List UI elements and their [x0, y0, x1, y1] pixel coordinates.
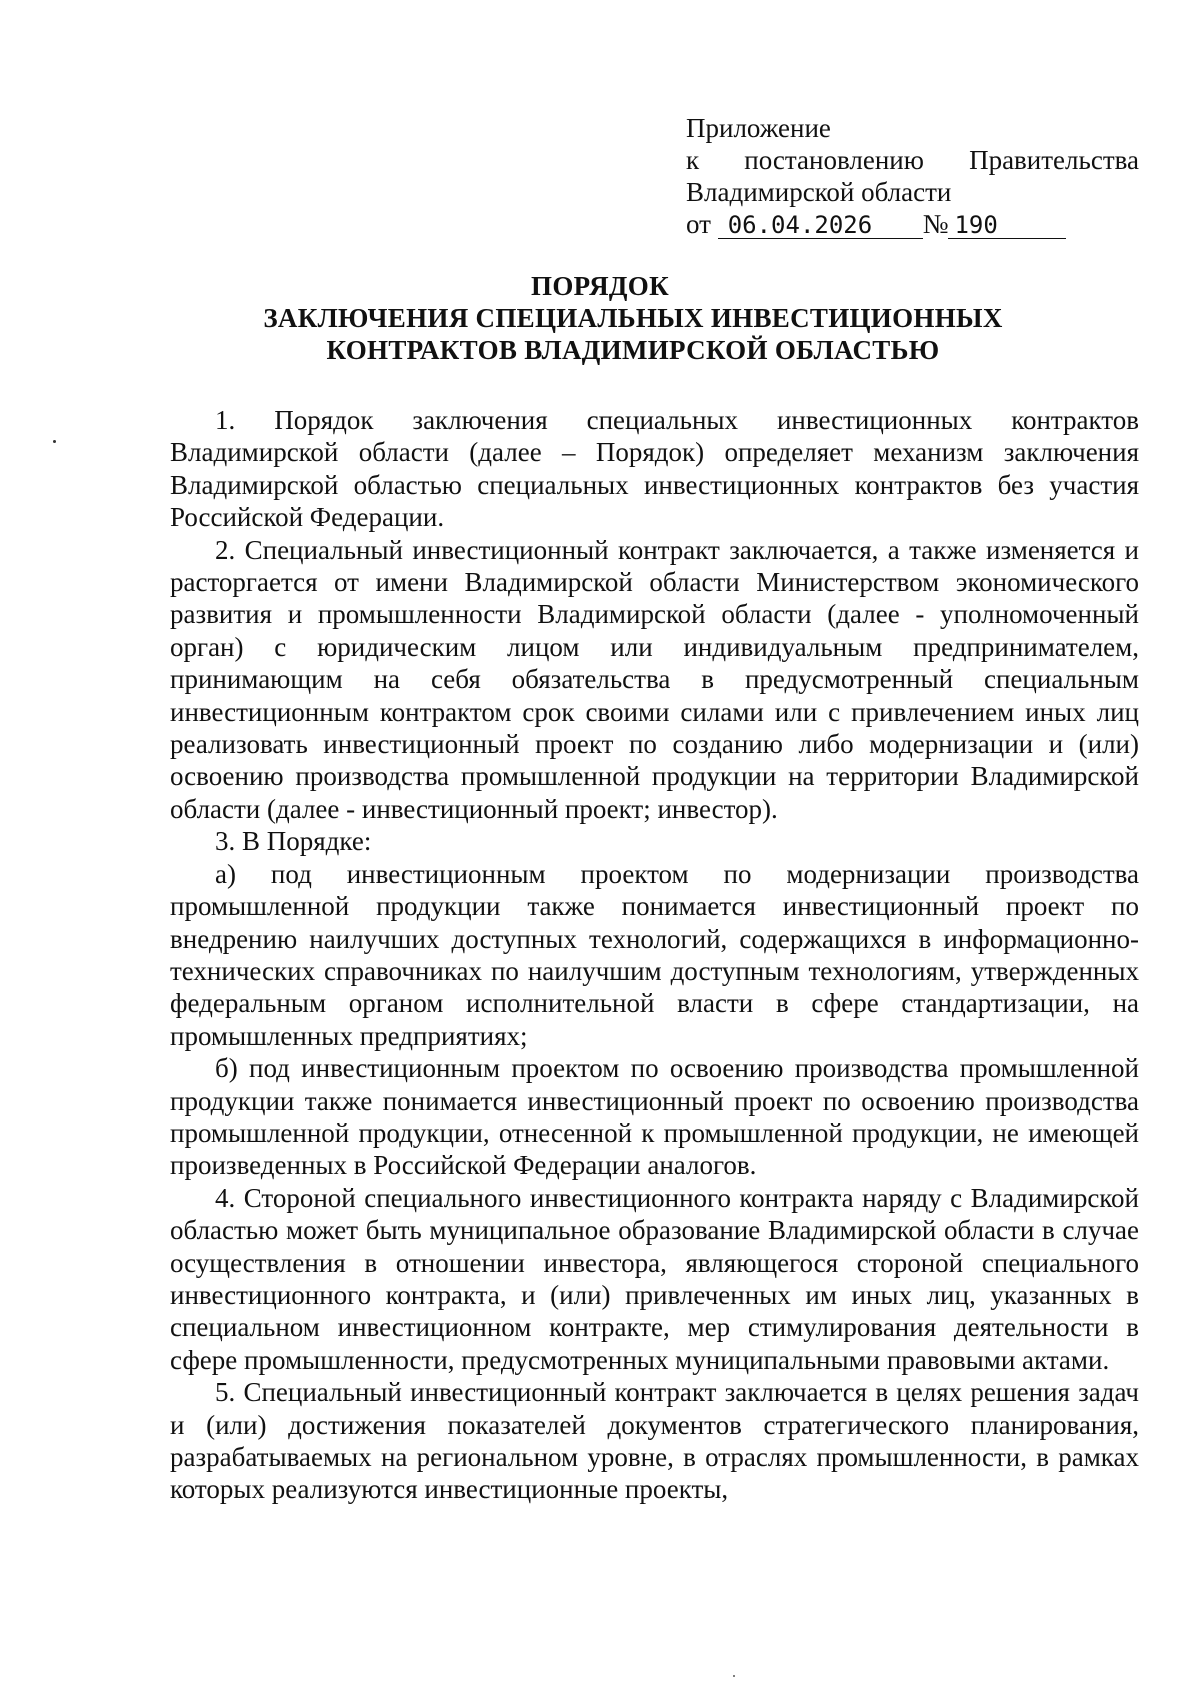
number-field: 190 [948, 212, 1066, 239]
appendix-region-line: Владимирской области [686, 177, 952, 207]
document-body [170, 404, 1139, 1506]
title-line-3: КОНТРАКТОВ ВЛАДИМИРСКОЙ ОБЛАСТЬЮ [326, 335, 940, 365]
appendix-date-line [686, 208, 1146, 240]
appendix-resolution-text: к постановлению Правительства [686, 145, 1139, 175]
paragraph-1: 1. Порядок заключения специальных инвестиционных контрактов Владимирской области (далее – Порядок) определяет механизм заключения Владимирской областью специальных инвестиционных контрактов без участия Российской Федерации. [170, 405, 1139, 533]
appendix-heading: Приложение [686, 113, 831, 143]
paragraph-3b: б) под инвестиционным проектом по освоению производства промышленной продукции также понимается инвестиционный проект по освоению производства промышленной продукции, отнесенной к промышленной продукции, не имеющей произведенных в Российской Федерации аналогов. [170, 1053, 1139, 1181]
title-line-1: ПОРЯДОК [531, 271, 669, 301]
number-prefix: № [922, 209, 949, 239]
scan-speck [53, 440, 56, 443]
document-title [0, 270, 1200, 366]
paragraph-5: 5. Специальный инвестиционный контракт заключается в целях решения задач и (или) достижения показателей документов стратегического планирования, разрабатываемых на региональном уровне, в отраслях промышленности, в рамках которых реализуются инвестиционные проекты, [170, 1377, 1139, 1505]
paragraph-3a: а) под инвестиционным проектом по модернизации производства промышленной продукции также понимается инвестиционный проект по внедрению наилучших доступных технологий, содержащихся в информационно-технических справочниках по наилучшим доступным технологиям, утвержденных федеральным органом исполнительной власти в сфере стандартизации, на промышленных предприятиях; [170, 858, 1139, 1051]
title-line-2: ЗАКЛЮЧЕНИЯ СПЕЦИАЛЬНЫХ ИНВЕСТИЦИОННЫХ [263, 303, 1003, 333]
date-prefix: от [686, 209, 711, 239]
date-field: 06.04.2026 [718, 212, 923, 239]
appendix-block [686, 112, 1146, 240]
paragraph-4: 4. Стороной специального инвестиционного контракта наряду с Владимирской областью может быть муниципальное образование Владимирской области в случае осуществления в отношении инвестора, являющегося стороной специального инвестиционного контракта, и (или) привлеченных им иных лиц, указанных в специальном инвестиционном контракте, мер стимулирования деятельности в сфере промышленности, предусмотренных муниципальными правовыми актами. [170, 1182, 1139, 1375]
paragraph-3: 3. В Порядке: [215, 826, 372, 857]
appendix-resolution-line [686, 144, 1139, 176]
paragraph-2: 2. Специальный инвестиционный контракт заключается, а также изменяется и расторгается от имени Владимирской области Министерством экономического развития и промышленности Владимирской области (далее - уполномоченный орган) с юридическим лицом или индивидуальным предпринимателем, принимающим на себя обязательства в предусмотренный специальным инвестиционным контрактом срок своими силами или с привлечением иных лиц реализовать инвестиционный проект по созданию либо модернизации и (или) освоению производства промышленной продукции на территории Владимирской области (далее - инвестиционный проект; инвестор). [170, 534, 1139, 824]
scan-speck [733, 1675, 735, 1677]
